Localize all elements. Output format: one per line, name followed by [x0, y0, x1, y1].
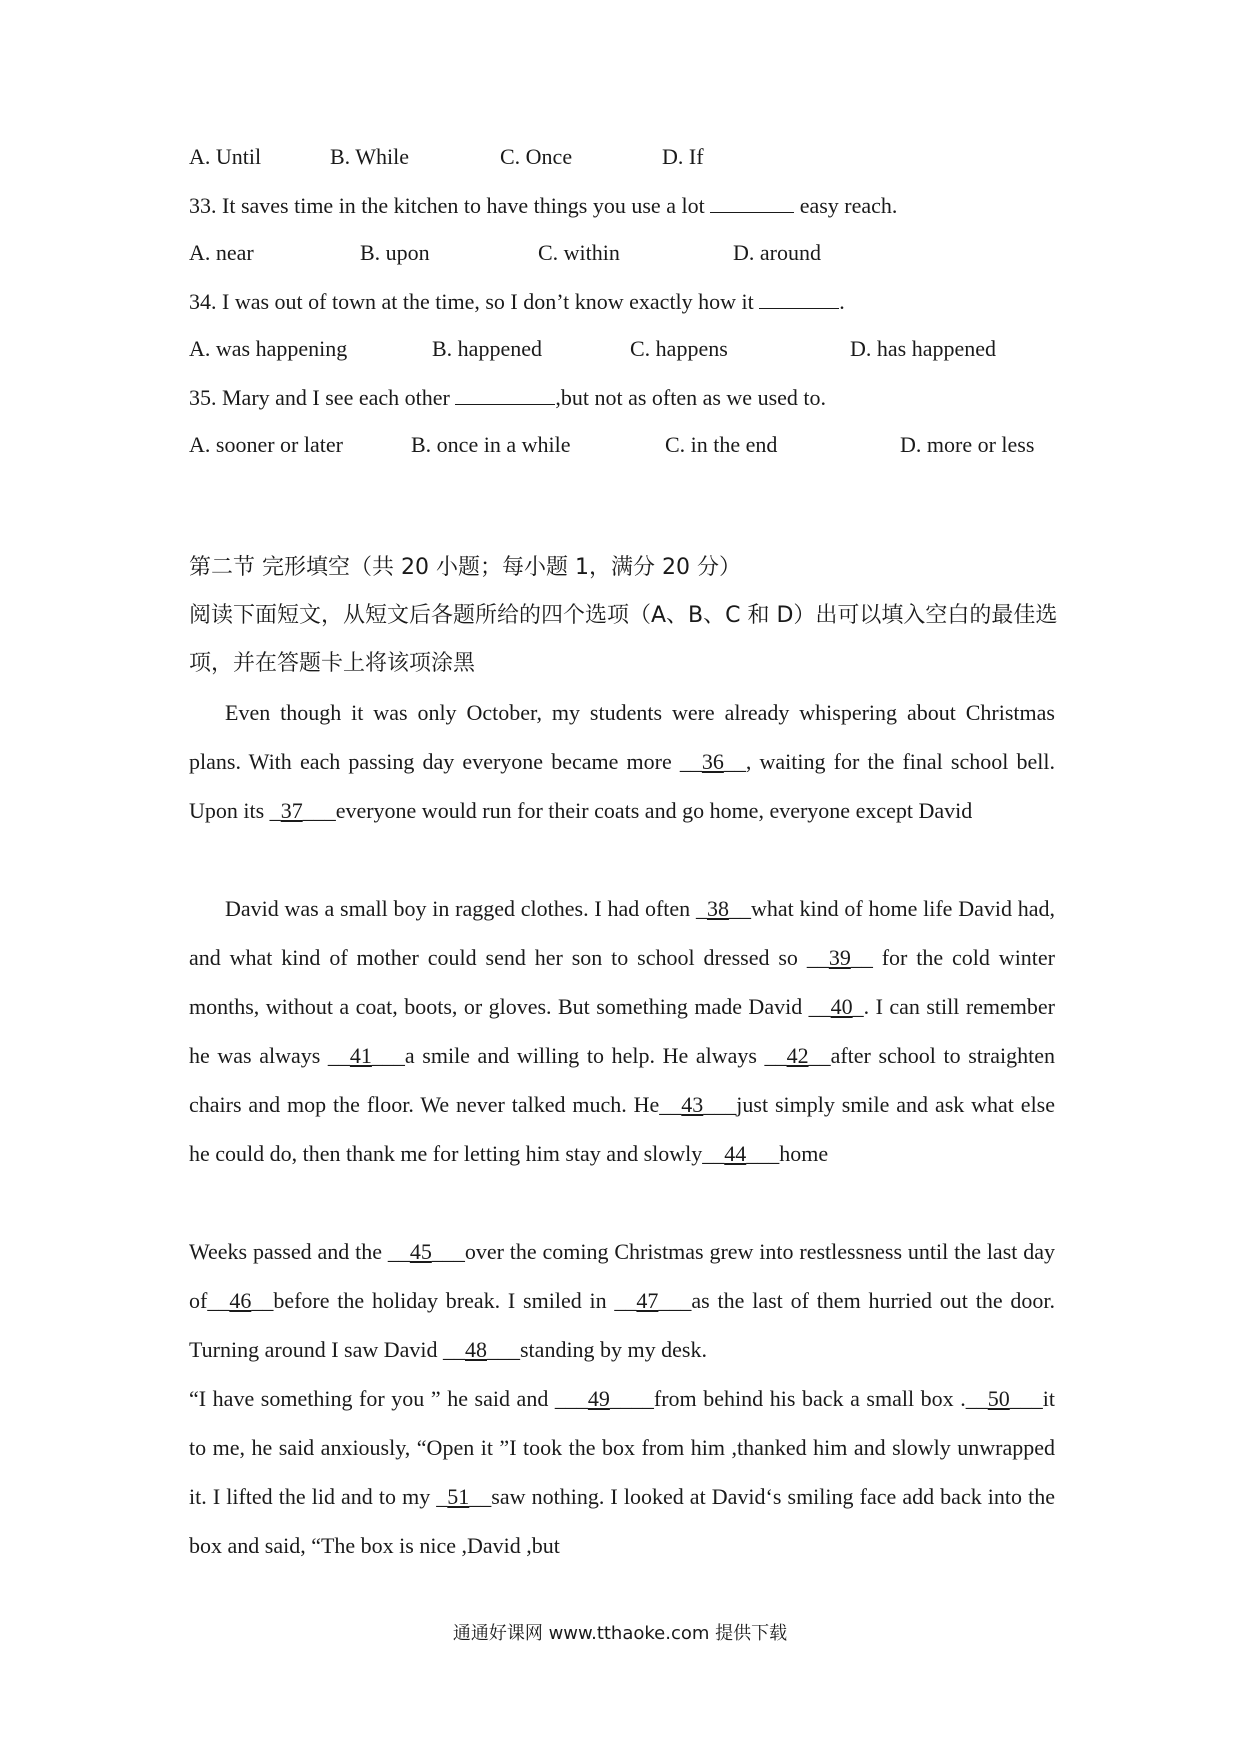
- q35-options: [189, 430, 1089, 460]
- passage-paragraph-1: Even though it was only October, my students were already whispering about Christmas plans. With each passing day everyone became more __36__, waiting for the final school bell. Upon its _37___everyone would run for their coats and go home, everyone except David: [189, 700, 1056, 823]
- answer-blank: [710, 190, 794, 213]
- question-35: 35. Mary and I see each other ,but not as often as we used to.: [189, 382, 826, 413]
- q35-option-b: B. once in a while: [411, 432, 571, 457]
- page-footer: 通通好课网 www.tthaoke.com 提供下载: [452, 1623, 788, 1644]
- blank-number: 39: [828, 945, 851, 970]
- blank-number: 37: [280, 798, 303, 823]
- blank-number: 50: [987, 1386, 1010, 1411]
- q33-option-b: B. upon: [360, 240, 430, 265]
- q35-option-d: D. more or less: [900, 432, 1035, 457]
- q34-option-d: D. has happened: [850, 336, 997, 361]
- q32-option-b: B. While: [330, 144, 410, 169]
- passage-paragraph-2: David was a small boy in ragged clothes. I had often _38__what kind of home life David had, and what kind of mother could send her son to school dressed so __39__ for the cold winter months, without a coat, boots, or gloves. But something made David __40_. I can still remember he was always __41___a smile and willing to help. He always __42__after school to straighten chairs and mop the floor. We never talked much. He__43___just simply smile and ask what else he could do, then thank me for letting him stay and slowly__44___home: [189, 896, 1056, 1166]
- q32-option-a: A. Until: [189, 144, 262, 169]
- blank-number: 38: [706, 896, 729, 921]
- section-instruction: 阅读下面短文，从短文后各题所给的四个选项（A、B、C 和 D）出可以填入空白的最佳选项，并在答题卡上将该项涂黑: [189, 603, 1058, 676]
- passage-paragraph-4: “I have something for you ” he said and ___49____from behind his back a small box .__50___it to me, he said anxiously, “Open it ”I took the box from him ,thanked him and slowly unwrapped it. I lifted the lid and to my _51__saw nothing. I looked at David‘s smiling face add back into the box and said, “The box is nice ,David ,but: [189, 1386, 1055, 1558]
- q35-option-a: A. sooner or later: [189, 432, 343, 457]
- q33-option-c: C. within: [538, 240, 620, 265]
- blank-number: 41: [349, 1043, 372, 1068]
- q32-option-c: C. Once: [500, 144, 573, 169]
- q33-options: [189, 238, 1089, 268]
- answer-blank: [455, 382, 555, 405]
- blank-number: 47: [636, 1288, 659, 1313]
- q34-option-b: B. happened: [432, 336, 542, 361]
- passage-paragraph-3: Weeks passed and the __45___over the coming Christmas grew into restlessness until the last day of__46__before the holiday break. I smiled in __47___as the last of them hurried out the door. Turning around I saw David __48___standing by my desk.: [189, 1239, 1055, 1362]
- blank-number: 43: [681, 1092, 704, 1117]
- question-34: 34. I was out of town at the time, so I don’t know exactly how it .: [189, 286, 845, 317]
- blank-number: 45: [409, 1239, 432, 1264]
- answer-blank: [759, 286, 839, 309]
- q34-option-c: C. happens: [630, 336, 728, 361]
- q34-options: [189, 334, 1089, 364]
- blank-number: 48: [465, 1337, 487, 1362]
- blank-number: 42: [786, 1043, 809, 1068]
- q34-option-a: A. was happening: [189, 336, 348, 361]
- q33-option-d: D. around: [733, 240, 821, 265]
- question-33: 33. It saves time in the kitchen to have things you use a lot easy reach.: [189, 190, 897, 221]
- blank-number: 44: [724, 1141, 747, 1166]
- q32-options: [189, 142, 1089, 172]
- section-title: 第二节 完形填空（共 20 小题；每小题 1，满分 20 分）: [189, 555, 741, 580]
- blank-number: 40: [830, 994, 853, 1019]
- blank-number: 51: [447, 1484, 470, 1509]
- q32-option-d: D. If: [662, 144, 704, 169]
- blank-number: 46: [229, 1288, 252, 1313]
- blank-number: 36: [701, 749, 724, 774]
- q33-option-a: A. near: [189, 240, 254, 265]
- blank-number: 49: [587, 1386, 610, 1411]
- q35-option-c: C. in the end: [665, 432, 778, 457]
